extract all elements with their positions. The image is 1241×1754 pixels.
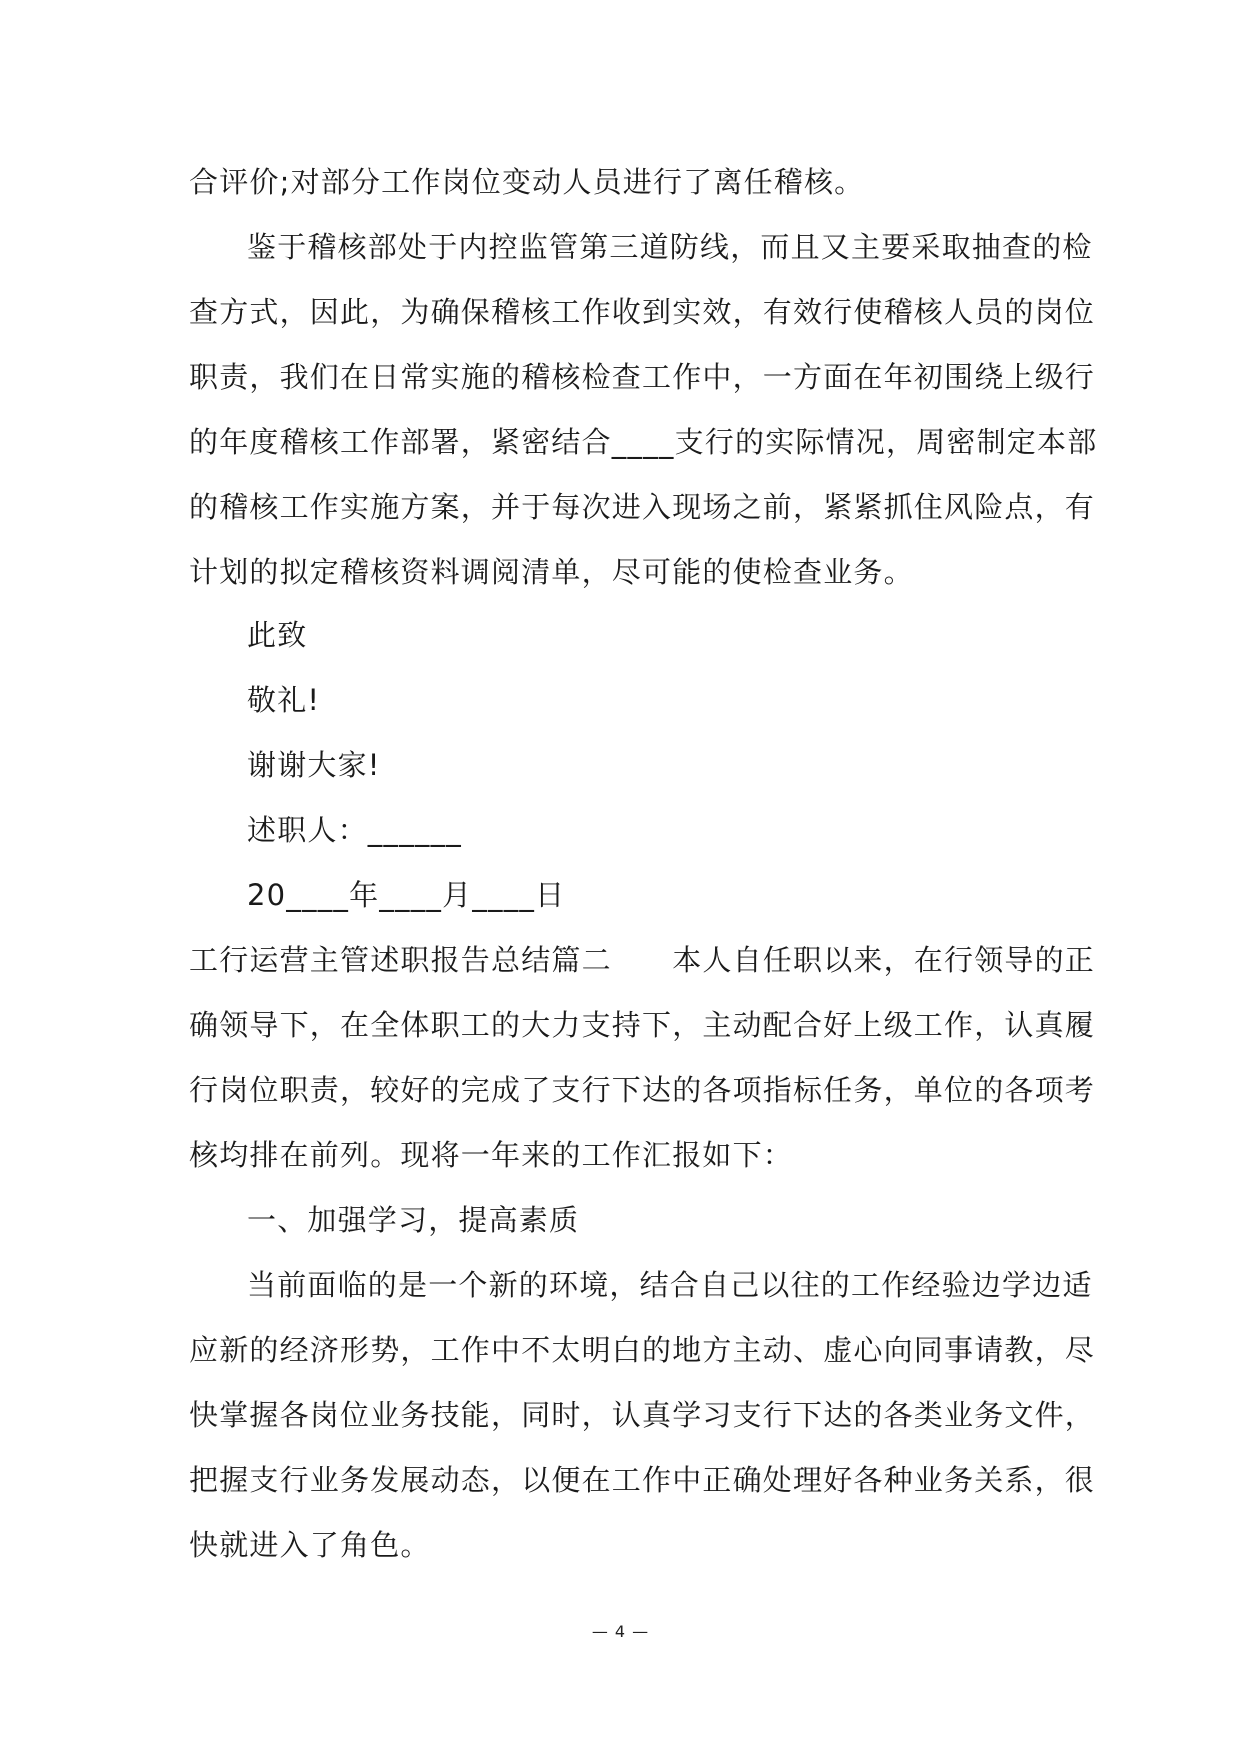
paragraph-line: 当前面临的是一个新的环境，结合自己以往的工作经验边学边适 xyxy=(247,1268,1093,1302)
paragraph-line: 快掌握各岗位业务技能，同时，认真学习支行下达的各类业务文件， xyxy=(189,1398,1096,1432)
paragraph-line: 核均排在前列。现将一年来的工作汇报如下： xyxy=(189,1138,794,1172)
page-number: — 4 — xyxy=(591,1622,650,1641)
paragraph-line: 快就进入了角色。 xyxy=(189,1528,431,1562)
body-text-top xyxy=(189,150,1098,605)
paragraph-line: 查方式，因此，为确保稽核工作收到实效，有效行使稽核人员的岗位 xyxy=(189,295,1096,329)
paragraph-line: 行岗位职责，较好的完成了支行下达的各项指标任务，单位的各项考 xyxy=(189,1073,1096,1107)
paragraph-line: 的稽核工作实施方案，并于每次进入现场之前，紧紧抓住风险点，有 xyxy=(189,490,1096,524)
closing-regards: 敬礼! xyxy=(247,683,321,717)
closing-thanks: 谢谢大家! xyxy=(247,748,381,782)
paragraph-line: 的年度稽核工作部署，紧密结合____支行的实际情况，周密制定本部 xyxy=(189,425,1098,459)
paragraph-line: 确领导下，在全体职工的大力支持下，主动配合好上级工作，认真履 xyxy=(189,1008,1096,1042)
paragraph-line: 计划的拟定稽核资料调阅清单，尽可能的使检查业务。 xyxy=(189,555,914,589)
signature-date: 20____年____月____日 xyxy=(247,878,566,912)
paragraph-line: 职责，我们在日常实施的稽核检查工作中，一方面在年初围绕上级行 xyxy=(189,360,1096,394)
paragraph-line: 合评价;对部分工作岗位变动人员进行了离任稽核。 xyxy=(189,165,865,199)
section-heading: 一、加强学习，提高素质 xyxy=(247,1203,580,1237)
paragraph-line: 工行运营主管述职报告总结篇二 本人自任职以来，在行领导的正 xyxy=(189,943,1096,977)
signature-reporter: 述职人：______ xyxy=(247,813,463,847)
paragraph-line: 应新的经济形势，工作中不太明白的地方主动、虚心向同事请教，尽 xyxy=(189,1333,1096,1367)
body-text-section-two xyxy=(189,928,1096,1578)
paragraph-line: 把握支行业务发展动态，以便在工作中正确处理好各种业务关系，很 xyxy=(189,1463,1096,1497)
closing-salutation: 此致 xyxy=(247,618,308,652)
paragraph-line: 鉴于稽核部处于内控监管第三道防线，而且又主要采取抽查的检 xyxy=(247,230,1093,264)
